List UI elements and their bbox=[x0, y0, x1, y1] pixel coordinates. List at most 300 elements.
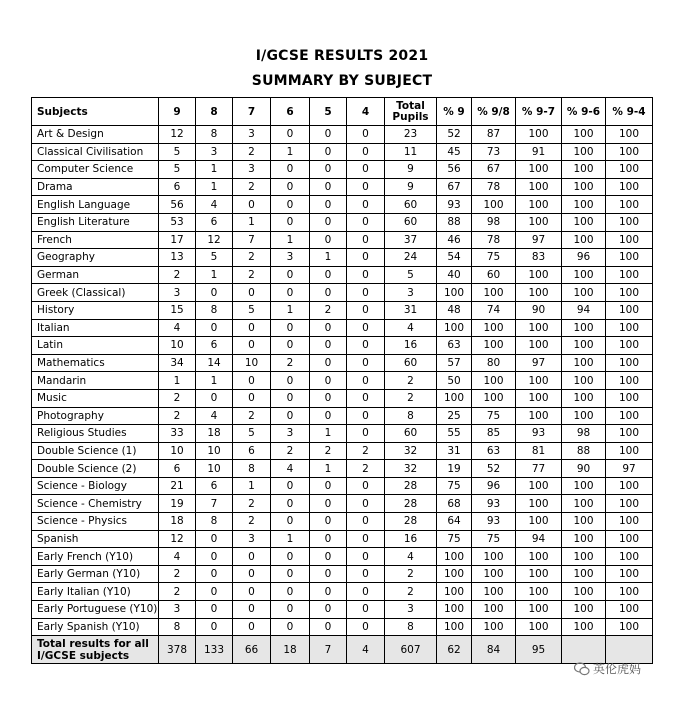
value-cell: 2 bbox=[310, 301, 347, 319]
value-cell: 1 bbox=[196, 266, 233, 284]
total-value-cell: 133 bbox=[196, 636, 233, 664]
value-cell: 3 bbox=[196, 143, 233, 161]
value-cell: 0 bbox=[310, 284, 347, 302]
value-cell: 1 bbox=[233, 213, 271, 231]
value-cell: 0 bbox=[310, 548, 347, 566]
value-cell: 100 bbox=[606, 548, 653, 566]
value-cell: 75 bbox=[472, 407, 516, 425]
value-cell: 6 bbox=[159, 178, 196, 196]
value-cell: 60 bbox=[472, 266, 516, 284]
value-cell: 0 bbox=[347, 407, 385, 425]
value-cell: 0 bbox=[271, 565, 310, 583]
value-cell: 1 bbox=[310, 249, 347, 267]
value-cell: 100 bbox=[562, 319, 606, 337]
value-cell: 3 bbox=[271, 249, 310, 267]
value-cell: 100 bbox=[516, 319, 562, 337]
value-cell: 5 bbox=[233, 425, 271, 443]
value-cell: 6 bbox=[196, 213, 233, 231]
value-cell: 28 bbox=[385, 495, 437, 513]
value-cell: 100 bbox=[516, 407, 562, 425]
value-cell: 0 bbox=[233, 372, 271, 390]
subject-cell: French bbox=[32, 231, 159, 249]
value-cell: 0 bbox=[233, 618, 271, 636]
subject-cell: English Literature bbox=[32, 213, 159, 231]
value-cell: 90 bbox=[516, 301, 562, 319]
value-cell: 100 bbox=[516, 178, 562, 196]
total-value-cell: 95 bbox=[516, 636, 562, 664]
table-row bbox=[32, 266, 653, 284]
value-cell: 0 bbox=[196, 548, 233, 566]
table-header-row bbox=[32, 98, 653, 126]
watermark bbox=[574, 660, 641, 677]
value-cell: 100 bbox=[562, 161, 606, 179]
value-cell: 10 bbox=[196, 460, 233, 478]
value-cell: 100 bbox=[437, 319, 472, 337]
value-cell: 60 bbox=[385, 354, 437, 372]
table-row bbox=[32, 530, 653, 548]
value-cell: 100 bbox=[562, 601, 606, 619]
value-cell: 100 bbox=[472, 389, 516, 407]
value-cell: 1 bbox=[196, 372, 233, 390]
value-cell: 0 bbox=[196, 389, 233, 407]
value-cell: 100 bbox=[516, 284, 562, 302]
value-cell: 100 bbox=[606, 161, 653, 179]
subject-cell: German bbox=[32, 266, 159, 284]
value-cell: 37 bbox=[385, 231, 437, 249]
value-cell: 100 bbox=[472, 196, 516, 214]
value-cell: 2 bbox=[233, 407, 271, 425]
value-cell: 3 bbox=[385, 284, 437, 302]
value-cell: 1 bbox=[271, 301, 310, 319]
value-cell: 0 bbox=[271, 372, 310, 390]
value-cell: 100 bbox=[606, 319, 653, 337]
header-col-2: 8 bbox=[196, 98, 233, 126]
value-cell: 3 bbox=[159, 601, 196, 619]
value-cell: 2 bbox=[159, 266, 196, 284]
value-cell: 0 bbox=[310, 565, 347, 583]
subject-cell: History bbox=[32, 301, 159, 319]
table-row bbox=[32, 389, 653, 407]
header-col-12: % 9-4 bbox=[606, 98, 653, 126]
value-cell: 0 bbox=[271, 548, 310, 566]
value-cell: 0 bbox=[271, 583, 310, 601]
value-cell: 100 bbox=[516, 495, 562, 513]
value-cell: 60 bbox=[385, 213, 437, 231]
header-col-4: 6 bbox=[271, 98, 310, 126]
value-cell: 6 bbox=[159, 460, 196, 478]
value-cell: 0 bbox=[271, 178, 310, 196]
table-row bbox=[32, 618, 653, 636]
value-cell: 2 bbox=[385, 583, 437, 601]
value-cell: 0 bbox=[310, 477, 347, 495]
value-cell: 100 bbox=[606, 178, 653, 196]
value-cell: 100 bbox=[516, 161, 562, 179]
value-cell: 0 bbox=[271, 266, 310, 284]
value-cell: 3 bbox=[271, 425, 310, 443]
table-row bbox=[32, 565, 653, 583]
value-cell: 78 bbox=[472, 178, 516, 196]
value-cell: 88 bbox=[437, 213, 472, 231]
subject-cell: Geography bbox=[32, 249, 159, 267]
value-cell: 2 bbox=[159, 565, 196, 583]
value-cell: 64 bbox=[437, 513, 472, 531]
value-cell: 28 bbox=[385, 477, 437, 495]
value-cell: 2 bbox=[271, 354, 310, 372]
total-value-cell: 66 bbox=[233, 636, 271, 664]
value-cell: 0 bbox=[347, 196, 385, 214]
value-cell: 100 bbox=[562, 513, 606, 531]
value-cell: 10 bbox=[159, 442, 196, 460]
value-cell: 0 bbox=[271, 319, 310, 337]
value-cell: 8 bbox=[159, 618, 196, 636]
value-cell: 3 bbox=[385, 601, 437, 619]
subject-cell: Science - Biology bbox=[32, 477, 159, 495]
value-cell: 100 bbox=[606, 249, 653, 267]
value-cell: 100 bbox=[562, 231, 606, 249]
value-cell: 68 bbox=[437, 495, 472, 513]
value-cell: 100 bbox=[606, 425, 653, 443]
value-cell: 2 bbox=[271, 442, 310, 460]
value-cell: 0 bbox=[310, 266, 347, 284]
value-cell: 100 bbox=[606, 143, 653, 161]
value-cell: 8 bbox=[233, 460, 271, 478]
value-cell: 45 bbox=[437, 143, 472, 161]
value-cell: 0 bbox=[347, 354, 385, 372]
value-cell: 3 bbox=[159, 284, 196, 302]
value-cell: 0 bbox=[347, 126, 385, 144]
header-col-10: % 9-7 bbox=[516, 98, 562, 126]
value-cell: 0 bbox=[196, 319, 233, 337]
subject-cell: Drama bbox=[32, 178, 159, 196]
value-cell: 0 bbox=[233, 284, 271, 302]
value-cell: 67 bbox=[437, 178, 472, 196]
value-cell: 0 bbox=[310, 178, 347, 196]
value-cell: 1 bbox=[271, 143, 310, 161]
value-cell: 0 bbox=[310, 372, 347, 390]
value-cell: 0 bbox=[233, 337, 271, 355]
table-row bbox=[32, 425, 653, 443]
value-cell: 5 bbox=[385, 266, 437, 284]
value-cell: 100 bbox=[606, 196, 653, 214]
value-cell: 100 bbox=[606, 126, 653, 144]
value-cell: 0 bbox=[196, 530, 233, 548]
value-cell: 100 bbox=[606, 266, 653, 284]
subject-cell: Italian bbox=[32, 319, 159, 337]
value-cell: 1 bbox=[233, 477, 271, 495]
value-cell: 93 bbox=[516, 425, 562, 443]
value-cell: 100 bbox=[606, 372, 653, 390]
value-cell: 100 bbox=[472, 583, 516, 601]
value-cell: 0 bbox=[347, 477, 385, 495]
value-cell: 100 bbox=[606, 530, 653, 548]
value-cell: 100 bbox=[472, 319, 516, 337]
value-cell: 2 bbox=[159, 583, 196, 601]
value-cell: 53 bbox=[159, 213, 196, 231]
value-cell: 0 bbox=[347, 231, 385, 249]
value-cell: 0 bbox=[347, 249, 385, 267]
value-cell: 100 bbox=[472, 618, 516, 636]
value-cell: 10 bbox=[196, 442, 233, 460]
subject-cell: Music bbox=[32, 389, 159, 407]
value-cell: 100 bbox=[606, 407, 653, 425]
value-cell: 100 bbox=[606, 442, 653, 460]
subject-cell: Classical Civilisation bbox=[32, 143, 159, 161]
subject-cell: Early Portuguese (Y10) bbox=[32, 601, 159, 619]
value-cell: 96 bbox=[472, 477, 516, 495]
value-cell: 0 bbox=[347, 618, 385, 636]
subject-cell: Early Spanish (Y10) bbox=[32, 618, 159, 636]
value-cell: 7 bbox=[196, 495, 233, 513]
value-cell: 2 bbox=[159, 389, 196, 407]
value-cell: 100 bbox=[562, 389, 606, 407]
subject-cell: Photography bbox=[32, 407, 159, 425]
subject-cell: Science - Chemistry bbox=[32, 495, 159, 513]
value-cell: 46 bbox=[437, 231, 472, 249]
value-cell: 52 bbox=[437, 126, 472, 144]
value-cell: 100 bbox=[606, 601, 653, 619]
value-cell: 1 bbox=[310, 425, 347, 443]
value-cell: 100 bbox=[562, 548, 606, 566]
total-row bbox=[32, 636, 653, 664]
value-cell: 18 bbox=[159, 513, 196, 531]
value-cell: 0 bbox=[310, 319, 347, 337]
header-col-11: % 9-6 bbox=[562, 98, 606, 126]
table-row bbox=[32, 301, 653, 319]
value-cell: 0 bbox=[196, 601, 233, 619]
value-cell: 52 bbox=[472, 460, 516, 478]
value-cell: 100 bbox=[562, 618, 606, 636]
value-cell: 87 bbox=[472, 126, 516, 144]
value-cell: 100 bbox=[516, 583, 562, 601]
value-cell: 0 bbox=[347, 301, 385, 319]
value-cell: 0 bbox=[347, 337, 385, 355]
value-cell: 2 bbox=[233, 249, 271, 267]
value-cell: 91 bbox=[516, 143, 562, 161]
total-value-cell: 18 bbox=[271, 636, 310, 664]
value-cell: 0 bbox=[271, 126, 310, 144]
table-row bbox=[32, 354, 653, 372]
value-cell: 19 bbox=[437, 460, 472, 478]
value-cell: 56 bbox=[437, 161, 472, 179]
value-cell: 18 bbox=[196, 425, 233, 443]
value-cell: 0 bbox=[271, 513, 310, 531]
value-cell: 100 bbox=[472, 372, 516, 390]
value-cell: 0 bbox=[310, 213, 347, 231]
document-title: I/GCSE RESULTS 2021 bbox=[255, 48, 429, 64]
value-cell: 100 bbox=[437, 583, 472, 601]
value-cell: 0 bbox=[347, 178, 385, 196]
value-cell: 0 bbox=[310, 495, 347, 513]
value-cell: 9 bbox=[385, 178, 437, 196]
value-cell: 100 bbox=[562, 477, 606, 495]
watermark-text: 英伦虎妈 bbox=[593, 662, 642, 676]
value-cell: 0 bbox=[271, 477, 310, 495]
table-row bbox=[32, 213, 653, 231]
value-cell: 0 bbox=[196, 284, 233, 302]
value-cell: 100 bbox=[562, 530, 606, 548]
value-cell: 0 bbox=[347, 513, 385, 531]
table-row bbox=[32, 196, 653, 214]
table-row bbox=[32, 548, 653, 566]
value-cell: 100 bbox=[606, 618, 653, 636]
value-cell: 100 bbox=[516, 126, 562, 144]
value-cell: 12 bbox=[159, 126, 196, 144]
value-cell: 55 bbox=[437, 425, 472, 443]
value-cell: 0 bbox=[347, 143, 385, 161]
table-row bbox=[32, 601, 653, 619]
value-cell: 6 bbox=[196, 477, 233, 495]
value-cell: 34 bbox=[159, 354, 196, 372]
subject-cell: Early Italian (Y10) bbox=[32, 583, 159, 601]
value-cell: 60 bbox=[385, 196, 437, 214]
value-cell: 13 bbox=[159, 249, 196, 267]
value-cell: 23 bbox=[385, 126, 437, 144]
value-cell: 1 bbox=[196, 161, 233, 179]
value-cell: 2 bbox=[385, 565, 437, 583]
value-cell: 100 bbox=[562, 284, 606, 302]
value-cell: 2 bbox=[347, 460, 385, 478]
value-cell: 100 bbox=[516, 513, 562, 531]
value-cell: 0 bbox=[271, 495, 310, 513]
value-cell: 2 bbox=[233, 495, 271, 513]
header-subjects: Subjects bbox=[32, 98, 159, 126]
value-cell: 100 bbox=[562, 583, 606, 601]
total-value-cell: 7 bbox=[310, 636, 347, 664]
value-cell: 100 bbox=[562, 213, 606, 231]
value-cell: 0 bbox=[347, 495, 385, 513]
value-cell: 1 bbox=[159, 372, 196, 390]
subject-cell: Early French (Y10) bbox=[32, 548, 159, 566]
value-cell: 16 bbox=[385, 337, 437, 355]
value-cell: 0 bbox=[347, 583, 385, 601]
value-cell: 0 bbox=[310, 601, 347, 619]
value-cell: 94 bbox=[516, 530, 562, 548]
value-cell: 0 bbox=[310, 583, 347, 601]
value-cell: 100 bbox=[606, 565, 653, 583]
value-cell: 8 bbox=[385, 618, 437, 636]
value-cell: 100 bbox=[516, 196, 562, 214]
value-cell: 100 bbox=[606, 231, 653, 249]
value-cell: 100 bbox=[606, 495, 653, 513]
total-value-cell: 84 bbox=[472, 636, 516, 664]
value-cell: 0 bbox=[347, 161, 385, 179]
subject-cell: Greek (Classical) bbox=[32, 284, 159, 302]
value-cell: 5 bbox=[196, 249, 233, 267]
subject-cell: Latin bbox=[32, 337, 159, 355]
value-cell: 67 bbox=[472, 161, 516, 179]
header-col-9: % 9/8 bbox=[472, 98, 516, 126]
table-row bbox=[32, 495, 653, 513]
value-cell: 2 bbox=[233, 178, 271, 196]
value-cell: 100 bbox=[606, 583, 653, 601]
value-cell: 100 bbox=[606, 284, 653, 302]
value-cell: 81 bbox=[516, 442, 562, 460]
value-cell: 0 bbox=[233, 319, 271, 337]
header-col-1: 9 bbox=[159, 98, 196, 126]
value-cell: 93 bbox=[472, 495, 516, 513]
value-cell: 12 bbox=[159, 530, 196, 548]
header-col-3: 7 bbox=[233, 98, 271, 126]
value-cell: 4 bbox=[159, 319, 196, 337]
value-cell: 2 bbox=[385, 372, 437, 390]
value-cell: 100 bbox=[437, 618, 472, 636]
value-cell: 0 bbox=[347, 389, 385, 407]
subject-cell: Art & Design bbox=[32, 126, 159, 144]
value-cell: 32 bbox=[385, 460, 437, 478]
value-cell: 0 bbox=[271, 601, 310, 619]
value-cell: 96 bbox=[562, 249, 606, 267]
value-cell: 100 bbox=[562, 266, 606, 284]
value-cell: 1 bbox=[196, 178, 233, 196]
value-cell: 56 bbox=[159, 196, 196, 214]
value-cell: 0 bbox=[196, 565, 233, 583]
total-label-cell: Total results for all I/GCSE subjects bbox=[32, 636, 159, 664]
value-cell: 100 bbox=[562, 495, 606, 513]
value-cell: 100 bbox=[516, 213, 562, 231]
value-cell: 100 bbox=[562, 178, 606, 196]
total-value-cell: 62 bbox=[437, 636, 472, 664]
value-cell: 75 bbox=[472, 530, 516, 548]
value-cell: 0 bbox=[233, 196, 271, 214]
value-cell: 100 bbox=[562, 143, 606, 161]
subject-cell: Double Science (2) bbox=[32, 460, 159, 478]
subject-cell: Mathematics bbox=[32, 354, 159, 372]
value-cell: 0 bbox=[233, 389, 271, 407]
value-cell: 21 bbox=[159, 477, 196, 495]
table-row bbox=[32, 460, 653, 478]
value-cell: 8 bbox=[196, 301, 233, 319]
value-cell: 15 bbox=[159, 301, 196, 319]
value-cell: 97 bbox=[516, 354, 562, 372]
value-cell: 100 bbox=[472, 548, 516, 566]
value-cell: 100 bbox=[437, 601, 472, 619]
value-cell: 1 bbox=[271, 231, 310, 249]
header-col-6: 4 bbox=[347, 98, 385, 126]
value-cell: 75 bbox=[437, 477, 472, 495]
table-row bbox=[32, 477, 653, 495]
value-cell: 100 bbox=[606, 513, 653, 531]
value-cell: 8 bbox=[196, 126, 233, 144]
value-cell: 0 bbox=[347, 530, 385, 548]
value-cell: 0 bbox=[310, 337, 347, 355]
value-cell: 100 bbox=[516, 337, 562, 355]
value-cell: 4 bbox=[271, 460, 310, 478]
value-cell: 0 bbox=[271, 618, 310, 636]
subject-cell: Spanish bbox=[32, 530, 159, 548]
value-cell: 100 bbox=[472, 337, 516, 355]
subject-cell: English Language bbox=[32, 196, 159, 214]
value-cell: 100 bbox=[562, 372, 606, 390]
value-cell: 100 bbox=[516, 601, 562, 619]
value-cell: 31 bbox=[385, 301, 437, 319]
value-cell: 9 bbox=[385, 161, 437, 179]
value-cell: 2 bbox=[159, 407, 196, 425]
value-cell: 75 bbox=[472, 249, 516, 267]
value-cell: 93 bbox=[437, 196, 472, 214]
value-cell: 100 bbox=[437, 284, 472, 302]
value-cell: 85 bbox=[472, 425, 516, 443]
value-cell: 100 bbox=[562, 407, 606, 425]
value-cell: 24 bbox=[385, 249, 437, 267]
value-cell: 8 bbox=[385, 407, 437, 425]
value-cell: 100 bbox=[472, 284, 516, 302]
value-cell: 100 bbox=[606, 213, 653, 231]
value-cell: 19 bbox=[159, 495, 196, 513]
value-cell: 98 bbox=[562, 425, 606, 443]
table-row bbox=[32, 513, 653, 531]
value-cell: 100 bbox=[562, 196, 606, 214]
value-cell: 100 bbox=[437, 389, 472, 407]
